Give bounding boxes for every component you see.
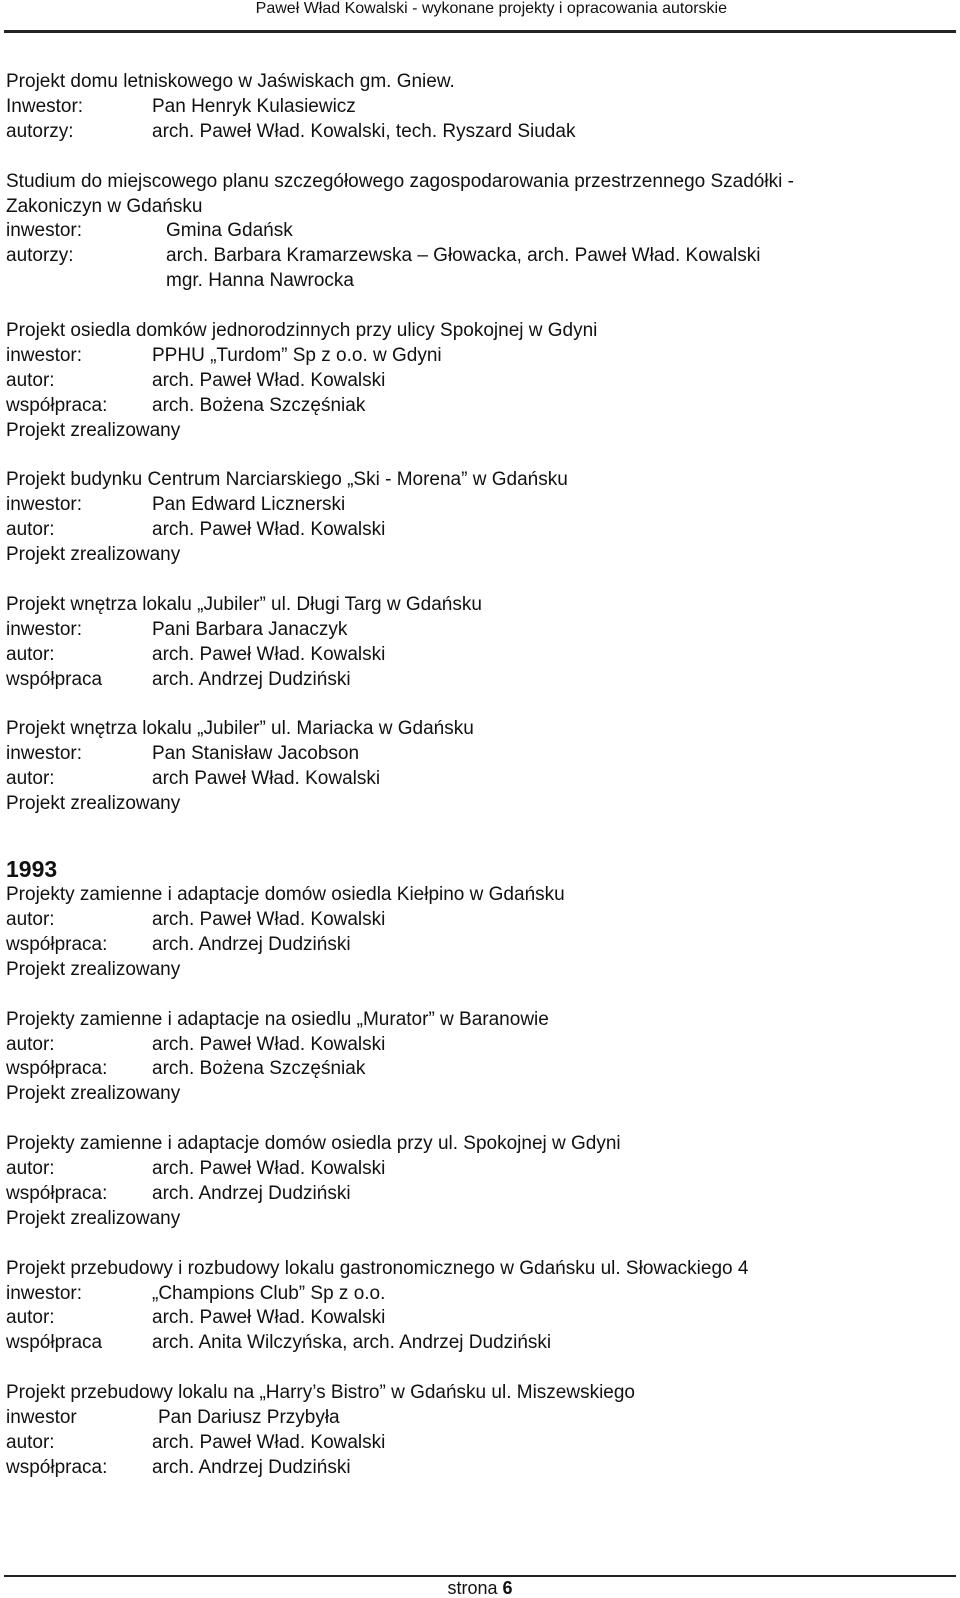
field-label: inwestor:: [6, 618, 83, 640]
project-title: Projekty zamienne i adaptacje na osiedlu „Murator” w Baranowie: [6, 1008, 549, 1030]
project-status-note: Projekt zrealizowany: [6, 958, 181, 980]
field-value: Gmina Gdańsk: [166, 220, 293, 242]
project-field-row: [6, 643, 946, 668]
field-value: mgr. Hanna Nawrocka: [166, 270, 354, 292]
field-value: arch. Paweł Wład. Kowalski: [152, 643, 386, 665]
project-field-row: [6, 120, 946, 145]
document-body: [6, 70, 946, 1506]
project-field-row: [6, 1431, 946, 1456]
project-field-row: [6, 344, 946, 369]
project-status-note: Projekt zrealizowany: [6, 419, 181, 441]
page-footer: [0, 1578, 960, 1598]
field-label: [6, 269, 166, 294]
field-label: inwestor: [6, 1407, 77, 1429]
field-value: arch. Barbara Kramarzewska – Głowacka, arch. Paweł Wład. Kowalski: [166, 245, 761, 267]
field-value: arch. Paweł Wład. Kowalski: [152, 369, 386, 391]
project-entry: [6, 468, 946, 568]
field-label: autor:: [6, 909, 55, 931]
field-label: inwestor:: [6, 1282, 83, 1304]
field-label: autor:: [6, 643, 55, 665]
project-field-row: [6, 244, 946, 269]
project-entry: [6, 1381, 946, 1481]
project-entry: [6, 883, 946, 983]
field-label: współpraca:: [6, 394, 108, 416]
project-field-row: [6, 1182, 946, 1207]
project-field-row: [6, 219, 946, 244]
field-label: autor:: [6, 1158, 55, 1180]
field-label: autor:: [6, 1033, 55, 1055]
field-value: arch. Paweł Wład. Kowalski: [152, 1431, 386, 1453]
field-value: Pan Dariusz Przybyła: [158, 1407, 340, 1429]
project-field-row: [6, 369, 946, 394]
project-entry: [6, 319, 946, 444]
project-field-row: [6, 1033, 946, 1058]
field-label: współpraca:: [6, 1182, 108, 1204]
footer-divider: [4, 1575, 956, 1577]
project-entry: [6, 1008, 946, 1108]
project-title: Projekt domu letniskowego w Jaświskach gm. Gniew.: [6, 71, 455, 92]
page-header: [0, 0, 960, 22]
project-field-row: [6, 668, 946, 693]
field-value: arch. Andrzej Dudziński: [152, 668, 351, 690]
project-title: Projekt wnętrza lokalu „Jubiler” ul. Długi Targ w Gdańsku: [6, 593, 482, 615]
project-title-continuation: Zakoniczyn w Gdańsku: [6, 195, 203, 217]
field-value: Pani Barbara Janaczyk: [152, 618, 348, 640]
project-status-note: Projekt zrealizowany: [6, 793, 181, 815]
field-value: arch. Andrzej Dudziński: [152, 1182, 351, 1204]
project-field-row: [6, 1057, 946, 1082]
project-field-row: [6, 1306, 946, 1331]
project-field-row: [6, 394, 946, 419]
project-title: Projekt osiedla domków jednorodzinnych przy ulicy Spokojnej w Gdyni: [6, 320, 598, 342]
project-field-row: [6, 1282, 946, 1307]
project-entry: [6, 70, 946, 145]
field-label: inwestor:: [6, 494, 83, 516]
project-title: Projekty zamienne i adaptacje domów osiedla przy ul. Spokojnej w Gdyni: [6, 1133, 621, 1155]
project-title: Projekt wnętrza lokalu „Jubiler” ul. Mariacka w Gdańsku: [6, 718, 474, 740]
project-title: Projekt budynku Centrum Narciarskiego „Ski - Morena” w Gdańsku: [6, 469, 568, 491]
field-value: „Champions Club” Sp z o.o.: [152, 1282, 386, 1304]
field-value: arch. Andrzej Dudziński: [152, 933, 351, 955]
project-field-row: [6, 767, 946, 792]
page-number: 6: [502, 1578, 513, 1598]
project-title: Projekt przebudowy lokalu na „Harry’s Bistro” w Gdańsku ul. Miszewskiego: [6, 1382, 636, 1404]
field-label: inwestor:: [6, 220, 83, 242]
project-field-row: [6, 933, 946, 958]
project-entry: [6, 170, 946, 295]
field-value: PPHU „Turdom” Sp z o.o. w Gdyni: [152, 344, 442, 366]
field-label: współpraca:: [6, 933, 108, 955]
project-title: Projekt przebudowy i rozbudowy lokalu gastronomicznego w Gdańsku ul. Słowackiego 4: [6, 1257, 749, 1279]
project-field-row: [6, 493, 946, 518]
field-value: Pan Stanisław Jacobson: [152, 743, 360, 765]
project-field-row: [6, 1406, 946, 1431]
project-field-row: [6, 518, 946, 543]
field-value: arch. Bożena Szczęśniak: [152, 1058, 366, 1080]
field-label: autor:: [6, 1431, 55, 1453]
project-field-row: [6, 1331, 946, 1356]
project-field-row: [6, 742, 946, 767]
project-field-row: [6, 269, 946, 294]
page-header-title: Paweł Wład Kowalski - wykonane projekty i opracowania autorskie: [255, 0, 727, 17]
field-value: arch. Bożena Szczęśniak: [152, 394, 366, 416]
page-number-prefix: strona: [447, 1578, 503, 1598]
field-value: arch. Paweł Wład. Kowalski: [152, 1307, 386, 1329]
field-label: autor:: [6, 768, 55, 790]
field-value: arch Paweł Wład. Kowalski: [152, 768, 381, 790]
year-heading: 1993: [6, 856, 58, 883]
project-field-row: [6, 1157, 946, 1182]
project-entry: [6, 717, 946, 817]
field-value: arch. Paweł Wład. Kowalski, tech. Ryszard Siudak: [152, 120, 576, 142]
project-title: Projekty zamienne i adaptacje domów osiedla Kiełpino w Gdańsku: [6, 884, 565, 906]
field-label: współpraca:: [6, 1456, 108, 1478]
project-entry: [6, 593, 946, 693]
project-field-row: [6, 95, 946, 120]
field-label: współpraca:: [6, 1058, 108, 1080]
field-value: arch. Paweł Wład. Kowalski: [152, 1158, 386, 1180]
field-label: autorzy:: [6, 245, 74, 267]
project-field-row: [6, 618, 946, 643]
header-divider: [4, 30, 956, 33]
field-label: inwestor:: [6, 743, 83, 765]
project-status-note: Projekt zrealizowany: [6, 544, 181, 566]
field-label: autor:: [6, 369, 55, 391]
project-entry: [6, 1132, 946, 1232]
field-value: arch. Anita Wilczyńska, arch. Andrzej Dudziński: [152, 1332, 552, 1354]
project-entry: [6, 1257, 946, 1357]
field-value: arch. Paweł Wład. Kowalski: [152, 909, 386, 931]
field-label: inwestor:: [6, 344, 83, 366]
project-title: Studium do miejscowego planu szczegółowego zagospodarowania przestrzennego Szadółki -: [6, 170, 794, 192]
project-status-note: Projekt zrealizowany: [6, 1207, 181, 1229]
field-value: arch. Andrzej Dudziński: [152, 1456, 351, 1478]
field-label: współpraca: [6, 1332, 103, 1354]
field-label: współpraca: [6, 668, 103, 690]
field-label: Inwestor:: [6, 95, 84, 117]
field-value: Pan Henryk Kulasiewicz: [152, 95, 356, 117]
field-value: Pan Edward Licznerski: [152, 494, 346, 516]
field-value: arch. Paweł Wład. Kowalski: [152, 519, 386, 541]
field-label: autor:: [6, 519, 55, 541]
field-value: arch. Paweł Wład. Kowalski: [152, 1033, 386, 1055]
project-field-row: [6, 1456, 946, 1481]
field-label: autorzy:: [6, 120, 74, 142]
project-status-note: Projekt zrealizowany: [6, 1083, 181, 1105]
field-label: autor:: [6, 1307, 55, 1329]
project-field-row: [6, 908, 946, 933]
